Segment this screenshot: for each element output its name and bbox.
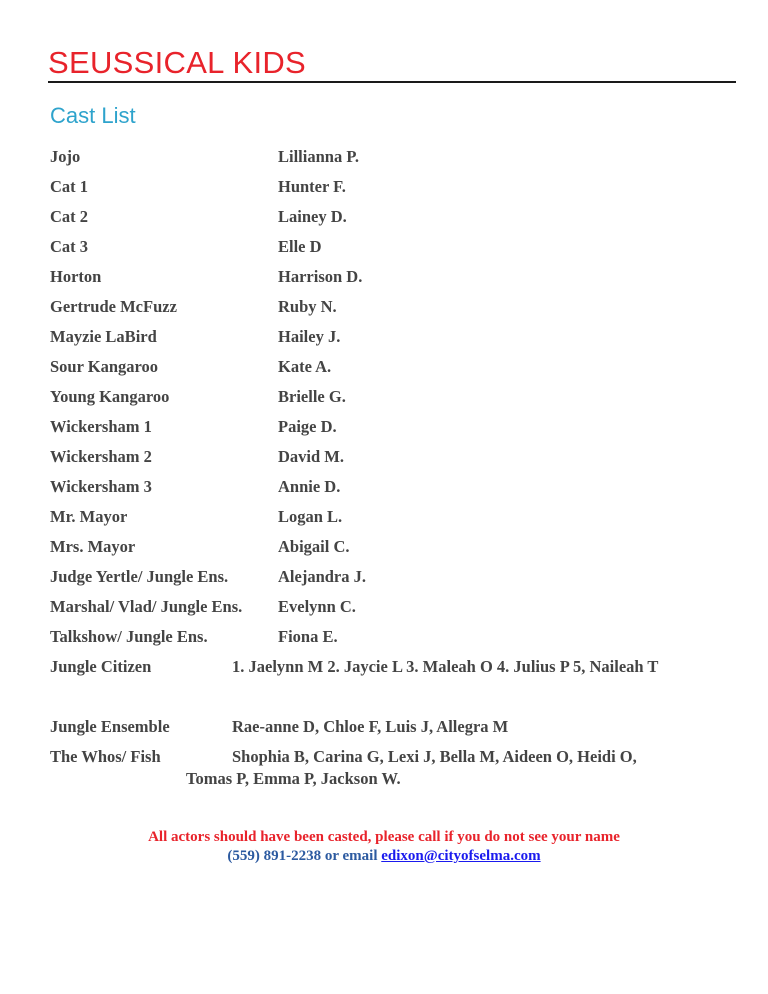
actor-name: Alejandra J. <box>278 567 366 586</box>
actor-name: Kate A. <box>278 357 332 376</box>
actor-name: Lainey D. <box>278 207 347 226</box>
role-name: The Whos/ Fish <box>50 747 161 766</box>
role-name: Mrs. Mayor <box>50 537 136 556</box>
role-name: Judge Yertle/ Jungle Ens. <box>50 567 229 586</box>
actor-name: Elle D <box>278 237 322 256</box>
actor-name: Fiona E. <box>278 627 338 646</box>
actor-name: Paige D. <box>278 417 337 436</box>
actor-name: Hailey J. <box>278 327 341 346</box>
page-title: SEUSSICAL KIDS <box>48 45 307 80</box>
actor-list-line-2: Tomas P, Emma P, Jackson W. <box>186 769 401 788</box>
casting-notice: All actors should have been casted, please call if you do not see your name <box>148 829 620 845</box>
actor-name: Ruby N. <box>278 297 337 316</box>
actor-name: Brielle G. <box>278 387 346 406</box>
contact-line <box>0 847 768 866</box>
email-link[interactable]: edixon@cityofselma.com <box>381 848 541 864</box>
role-name: Gertrude McFuzz <box>50 297 177 316</box>
role-name: Wickersham 2 <box>50 447 152 466</box>
role-name: Cat 3 <box>50 237 89 256</box>
role-name: Jungle Ensemble <box>50 717 170 736</box>
footer <box>0 828 768 866</box>
role-name: Mayzie LaBird <box>50 327 157 346</box>
role-name: Cat 1 <box>50 177 89 196</box>
page-subtitle: Cast List <box>50 103 136 128</box>
role-name: Young Kangaroo <box>50 387 170 406</box>
role-name: Sour Kangaroo <box>50 357 159 376</box>
actor-name: David M. <box>278 447 344 466</box>
role-name: Jungle Citizen <box>50 657 152 676</box>
actor-name: Evelynn C. <box>278 597 356 616</box>
actor-name: Logan L. <box>278 507 343 526</box>
role-name: Mr. Mayor <box>50 507 128 526</box>
actor-name: Annie D. <box>278 477 341 496</box>
actor-name: Lillianna P. <box>278 147 360 166</box>
actor-list-line-1: Shophia B, Carina G, Lexi J, Bella M, Aideen O, Heidi O, <box>232 747 637 766</box>
title-divider <box>48 81 736 83</box>
role-name: Wickersham 3 <box>50 477 152 496</box>
actor-name: Abigail C. <box>278 537 350 556</box>
role-name: Jojo <box>50 147 81 166</box>
actor-list: Rae-anne D, Chloe F, Luis J, Allegra M <box>232 717 509 736</box>
actor-name: Harrison D. <box>278 267 363 286</box>
phone-text: (559) 891-2238 or email <box>227 848 382 864</box>
role-name: Wickersham 1 <box>50 417 152 436</box>
actor-name: Hunter F. <box>278 177 346 196</box>
actor-list: 1. Jaelynn M 2. Jaycie L 3. Maleah O 4. Julius P 5, Naileah T <box>232 657 659 676</box>
role-name: Marshal/ Vlad/ Jungle Ens. <box>50 597 243 616</box>
role-name: Cat 2 <box>50 207 89 226</box>
role-name: Horton <box>50 267 102 286</box>
role-name: Talkshow/ Jungle Ens. <box>50 627 208 646</box>
